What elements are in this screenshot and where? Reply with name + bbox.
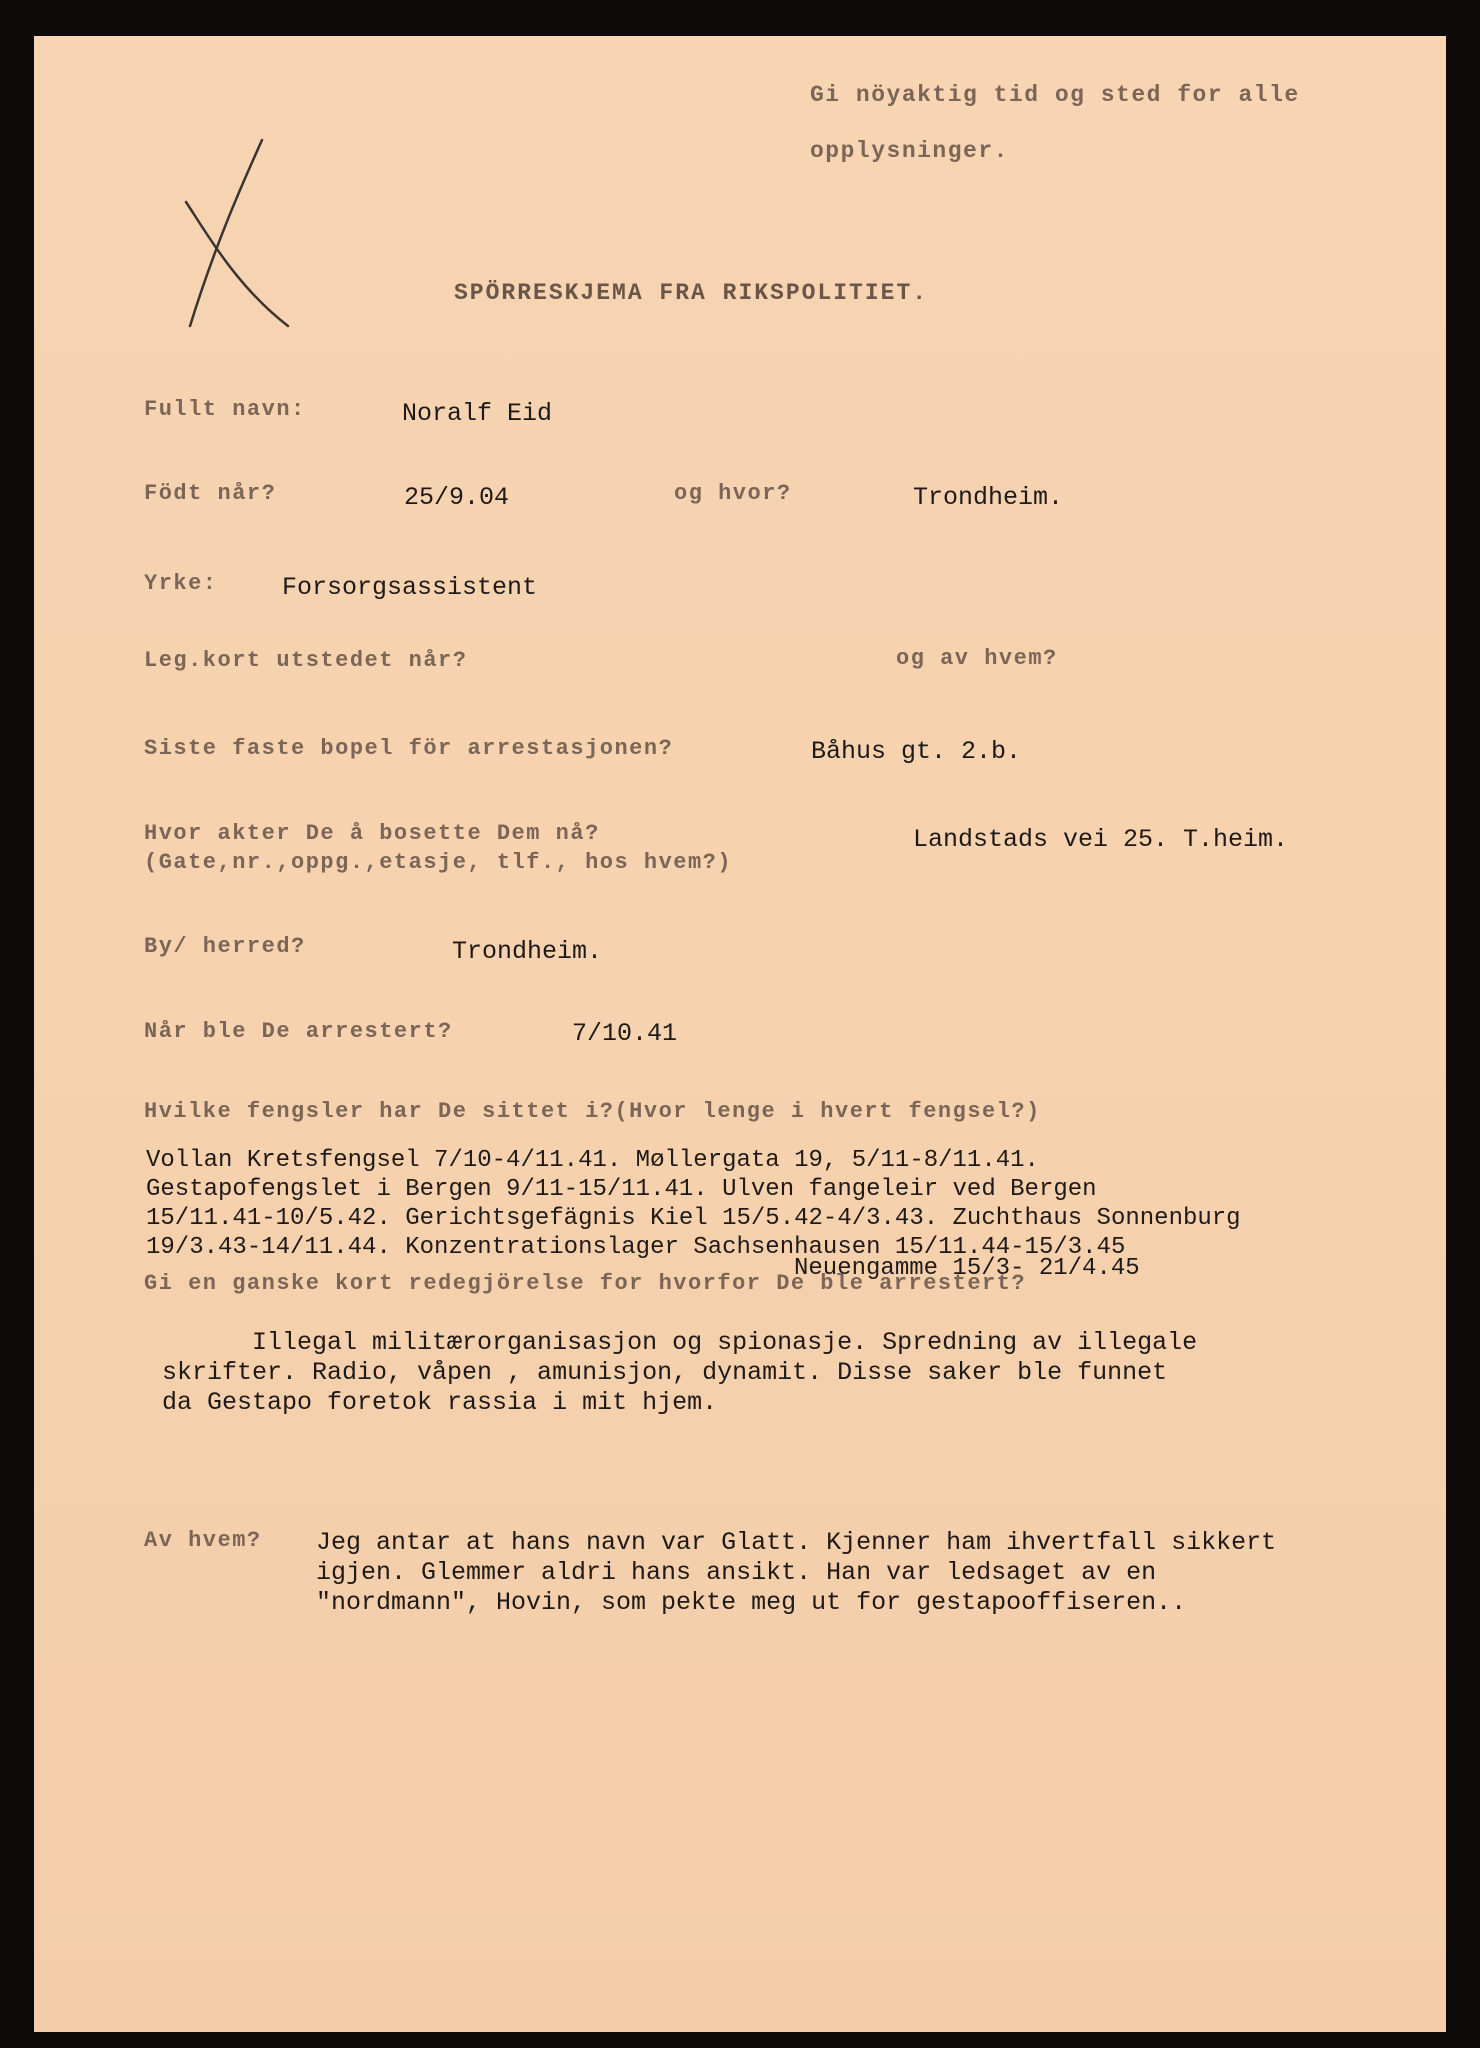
prisons-label: Hvilke fengsler har De sittet i?(Hvor lenge i hvert fengsel?) <box>144 1099 1041 1124</box>
born-where-label: og hvor? <box>674 481 792 506</box>
form-title: SPÖRRESKJEMA FRA RIKSPOLITIET. <box>454 280 929 306</box>
by-whom-line-1: Jeg antar at hans navn var Glatt. Kjenner ham ihvertfall sikkert <box>316 1528 1277 1557</box>
born-when-label: Födt når? <box>144 481 277 506</box>
reason-line-3: da Gestapo foretok rassia i mit hjem. <box>162 1388 718 1417</box>
id-card-when-label: Leg.kort utstedet når? <box>144 648 468 673</box>
full-name-value: Noralf Eid <box>402 399 553 428</box>
prisons-line-5: Neuengamme 15/3- 21/4.45 <box>794 1255 1140 1282</box>
id-card-by-label: og av hvem? <box>896 646 1058 671</box>
prisons-line-3: 15/11.41-10/5.42. Gerichtsgefägnis Kiel 15/5.42-4/3.43. Zuchthaus Sonnenburg <box>146 1205 1241 1232</box>
occupation-value: Forsorgsassistent <box>282 573 538 602</box>
occupation-label: Yrke: <box>144 571 218 596</box>
last-address-label: Siste faste bopel för arrestasjonen? <box>144 736 674 761</box>
settle-where-sublabel: (Gate,nr.,oppg.,etasje, tlf., hos hvem?) <box>144 850 733 875</box>
born-where-value: Trondheim. <box>913 483 1064 512</box>
born-when-value: 25/9.04 <box>404 483 510 512</box>
municipality-label: By/ herred? <box>144 934 306 959</box>
settle-where-value: Landstads vei 25. T.heim. <box>913 825 1289 854</box>
handwritten-x-mark <box>184 136 304 336</box>
settle-where-label: Hvor akter De å bosette Dem nå? <box>144 821 600 846</box>
reason-label: Gi en ganske kort redegjörelse for hvorfor De ble arrestert? <box>144 1271 1027 1296</box>
prisons-line-4: 19/3.43-14/11.44. Konzentrationslager Sachsenhausen 15/11.44-15/3.45 <box>146 1234 1126 1261</box>
municipality-value: Trondheim. <box>452 937 603 966</box>
instruction-line-1: Gi nöyaktig tid og sted for alle <box>810 82 1300 108</box>
by-whom-line-3: "nordmann", Hovin, som pekte meg ut for gestapooffiseren.. <box>316 1588 1187 1617</box>
arrested-value: 7/10.41 <box>572 1019 678 1048</box>
last-address-value: Båhus gt. 2.b. <box>811 737 1022 766</box>
prisons-line-1: Vollan Kretsfengsel 7/10-4/11.41. Møllergata 19, 5/11-8/11.41. <box>146 1147 1039 1174</box>
full-name-label: Fullt navn: <box>144 397 306 422</box>
document-page <box>34 36 1446 2032</box>
by-whom-label: Av hvem? <box>144 1528 262 1553</box>
prisons-line-2: Gestapofengslet i Bergen 9/11-15/11.41. Ulven fangeleir ved Bergen <box>146 1176 1097 1203</box>
reason-line-2: skrifter. Radio, våpen , amunisjon, dynamit. Disse saker ble funnet <box>162 1358 1168 1387</box>
by-whom-line-2: igjen. Glemmer aldri hans ansikt. Han var ledsaget av en <box>316 1558 1157 1587</box>
reason-line-1: Illegal militærorganisasjon og spionasje. Spredning av illegale <box>162 1328 1198 1357</box>
arrested-label: Når ble De arrestert? <box>144 1019 453 1044</box>
instruction-line-2: opplysninger. <box>810 138 1009 164</box>
